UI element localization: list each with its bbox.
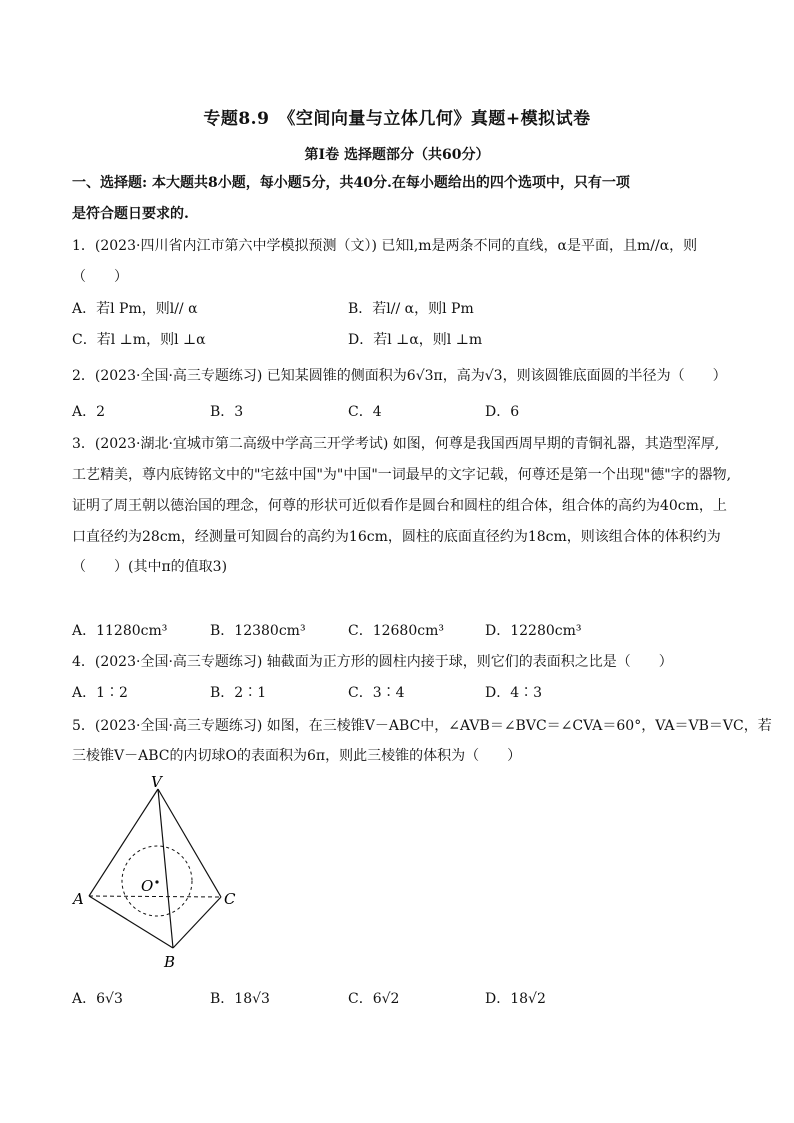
question-4-option-d: D．4∶3 [485, 685, 543, 701]
question-4-stem: 4．(2023·全国·高三专题练习) 轴截面为正方形的圆柱内接于球，则它们的表面积之比是（ ） [72, 654, 673, 670]
label-c: C [224, 890, 236, 908]
question-1-stem-2: （ ） [72, 269, 128, 285]
question-5-option-c: C．6√2 [348, 991, 400, 1007]
question-4-option-a: A．1∶2 [72, 685, 128, 701]
edge-ac-hidden [89, 896, 221, 897]
question-3-stem-4: 口直径约为28cm，经测量可知圆台的高约为16cm，圆柱的底面直径约为18cm，则该组合体的体积约为 [72, 529, 721, 545]
question-3-stem-2: 工艺精美，尊内底铸铭文中的"宅兹中国"为"中国"一词最早的文字记载，何尊还是第一个出现"德"字的器物, [72, 467, 732, 483]
question-2-option-b: B．3 [210, 404, 244, 420]
question-3-option-b: B．12380cm³ [210, 623, 306, 639]
page-title: 专题8.9 《空间向量与立体几何》真题+模拟试卷 [203, 109, 591, 129]
question-3-option-d: D．12280cm³ [485, 623, 582, 639]
question-3-stem-3: 证明了周王朝以德治国的理念，何尊的形状可近似看作是圆台和圆柱的组合体，组合体的高约为40cm，上 [72, 498, 727, 514]
question-2-stem: 2．(2023·全国·高三专题练习) 已知某圆锥的侧面积为6√3π，高为√3，则该圆锥底面圆的半径为（ ） [72, 368, 727, 384]
question-3-stem-1: 3．(2023·湖北·宜城市第二高级中学高三开学考试) 如图，何尊是我国西周早期的青铜礼器，其造型浑厚, [72, 436, 720, 452]
question-1-option-b: B．若l// α，则l Pm [348, 301, 474, 317]
question-5-stem-2: 三棱锥V－ABC的内切球O的表面积为6π，则此三棱锥的体积为（ ） [72, 748, 522, 764]
question-2-option-d: D．6 [485, 404, 520, 420]
question-5-option-a: A．6√3 [72, 991, 123, 1007]
question-3-stem-5: （ ）(其中π的值取3) [72, 559, 228, 575]
label-v: V [151, 775, 162, 791]
question-3-option-c: C．12680cm³ [348, 623, 444, 639]
question-1-option-d: D．若l ⊥α，则l ⊥m [348, 332, 483, 348]
question-1-option-a: A．若l Pm，则l// α [72, 301, 198, 317]
question-5-option-d: D．18√2 [485, 991, 546, 1007]
question-4-option-c: C．3∶4 [348, 685, 405, 701]
edge-vc [158, 789, 221, 897]
section-instructions-line1: 一、选择题: 本大题共8小题，每小题5分，共40分.在每小题给出的四个选项中，只有一项 [72, 175, 630, 191]
edge-bc [173, 897, 221, 948]
section-instructions-line2: 是符合题日要求的. [72, 206, 189, 222]
question-2-option-a: A．2 [72, 404, 106, 420]
question-1-stem: 1．(2023·四川省内江市第六中学模拟预测（文）) 已知l,m是两条不同的直线，α是平面，且m//α，则 [72, 238, 698, 254]
page-subtitle: 第Ⅰ卷 选择题部分（共60分） [304, 147, 490, 163]
question-5-option-b: B．18√3 [210, 991, 270, 1007]
question-4-option-b: B．2∶1 [210, 685, 267, 701]
label-o: O [141, 877, 154, 895]
label-a: A [73, 890, 84, 908]
tetrahedron-figure [60, 775, 270, 975]
center-point [155, 880, 158, 883]
label-b: B [164, 953, 176, 971]
question-2-option-c: C．4 [348, 404, 382, 420]
edge-vb [158, 789, 173, 948]
question-5-stem-1: 5．(2023·全国·高三专题练习) 如图，在三棱锥V－ABC中，∠AVB＝∠BVC＝∠CVA＝60°，VA＝VB＝VC，若 [72, 718, 772, 734]
question-3-option-a: A．11280cm³ [72, 623, 168, 639]
question-1-option-c: C．若l ⊥m，则l ⊥α [72, 332, 206, 348]
